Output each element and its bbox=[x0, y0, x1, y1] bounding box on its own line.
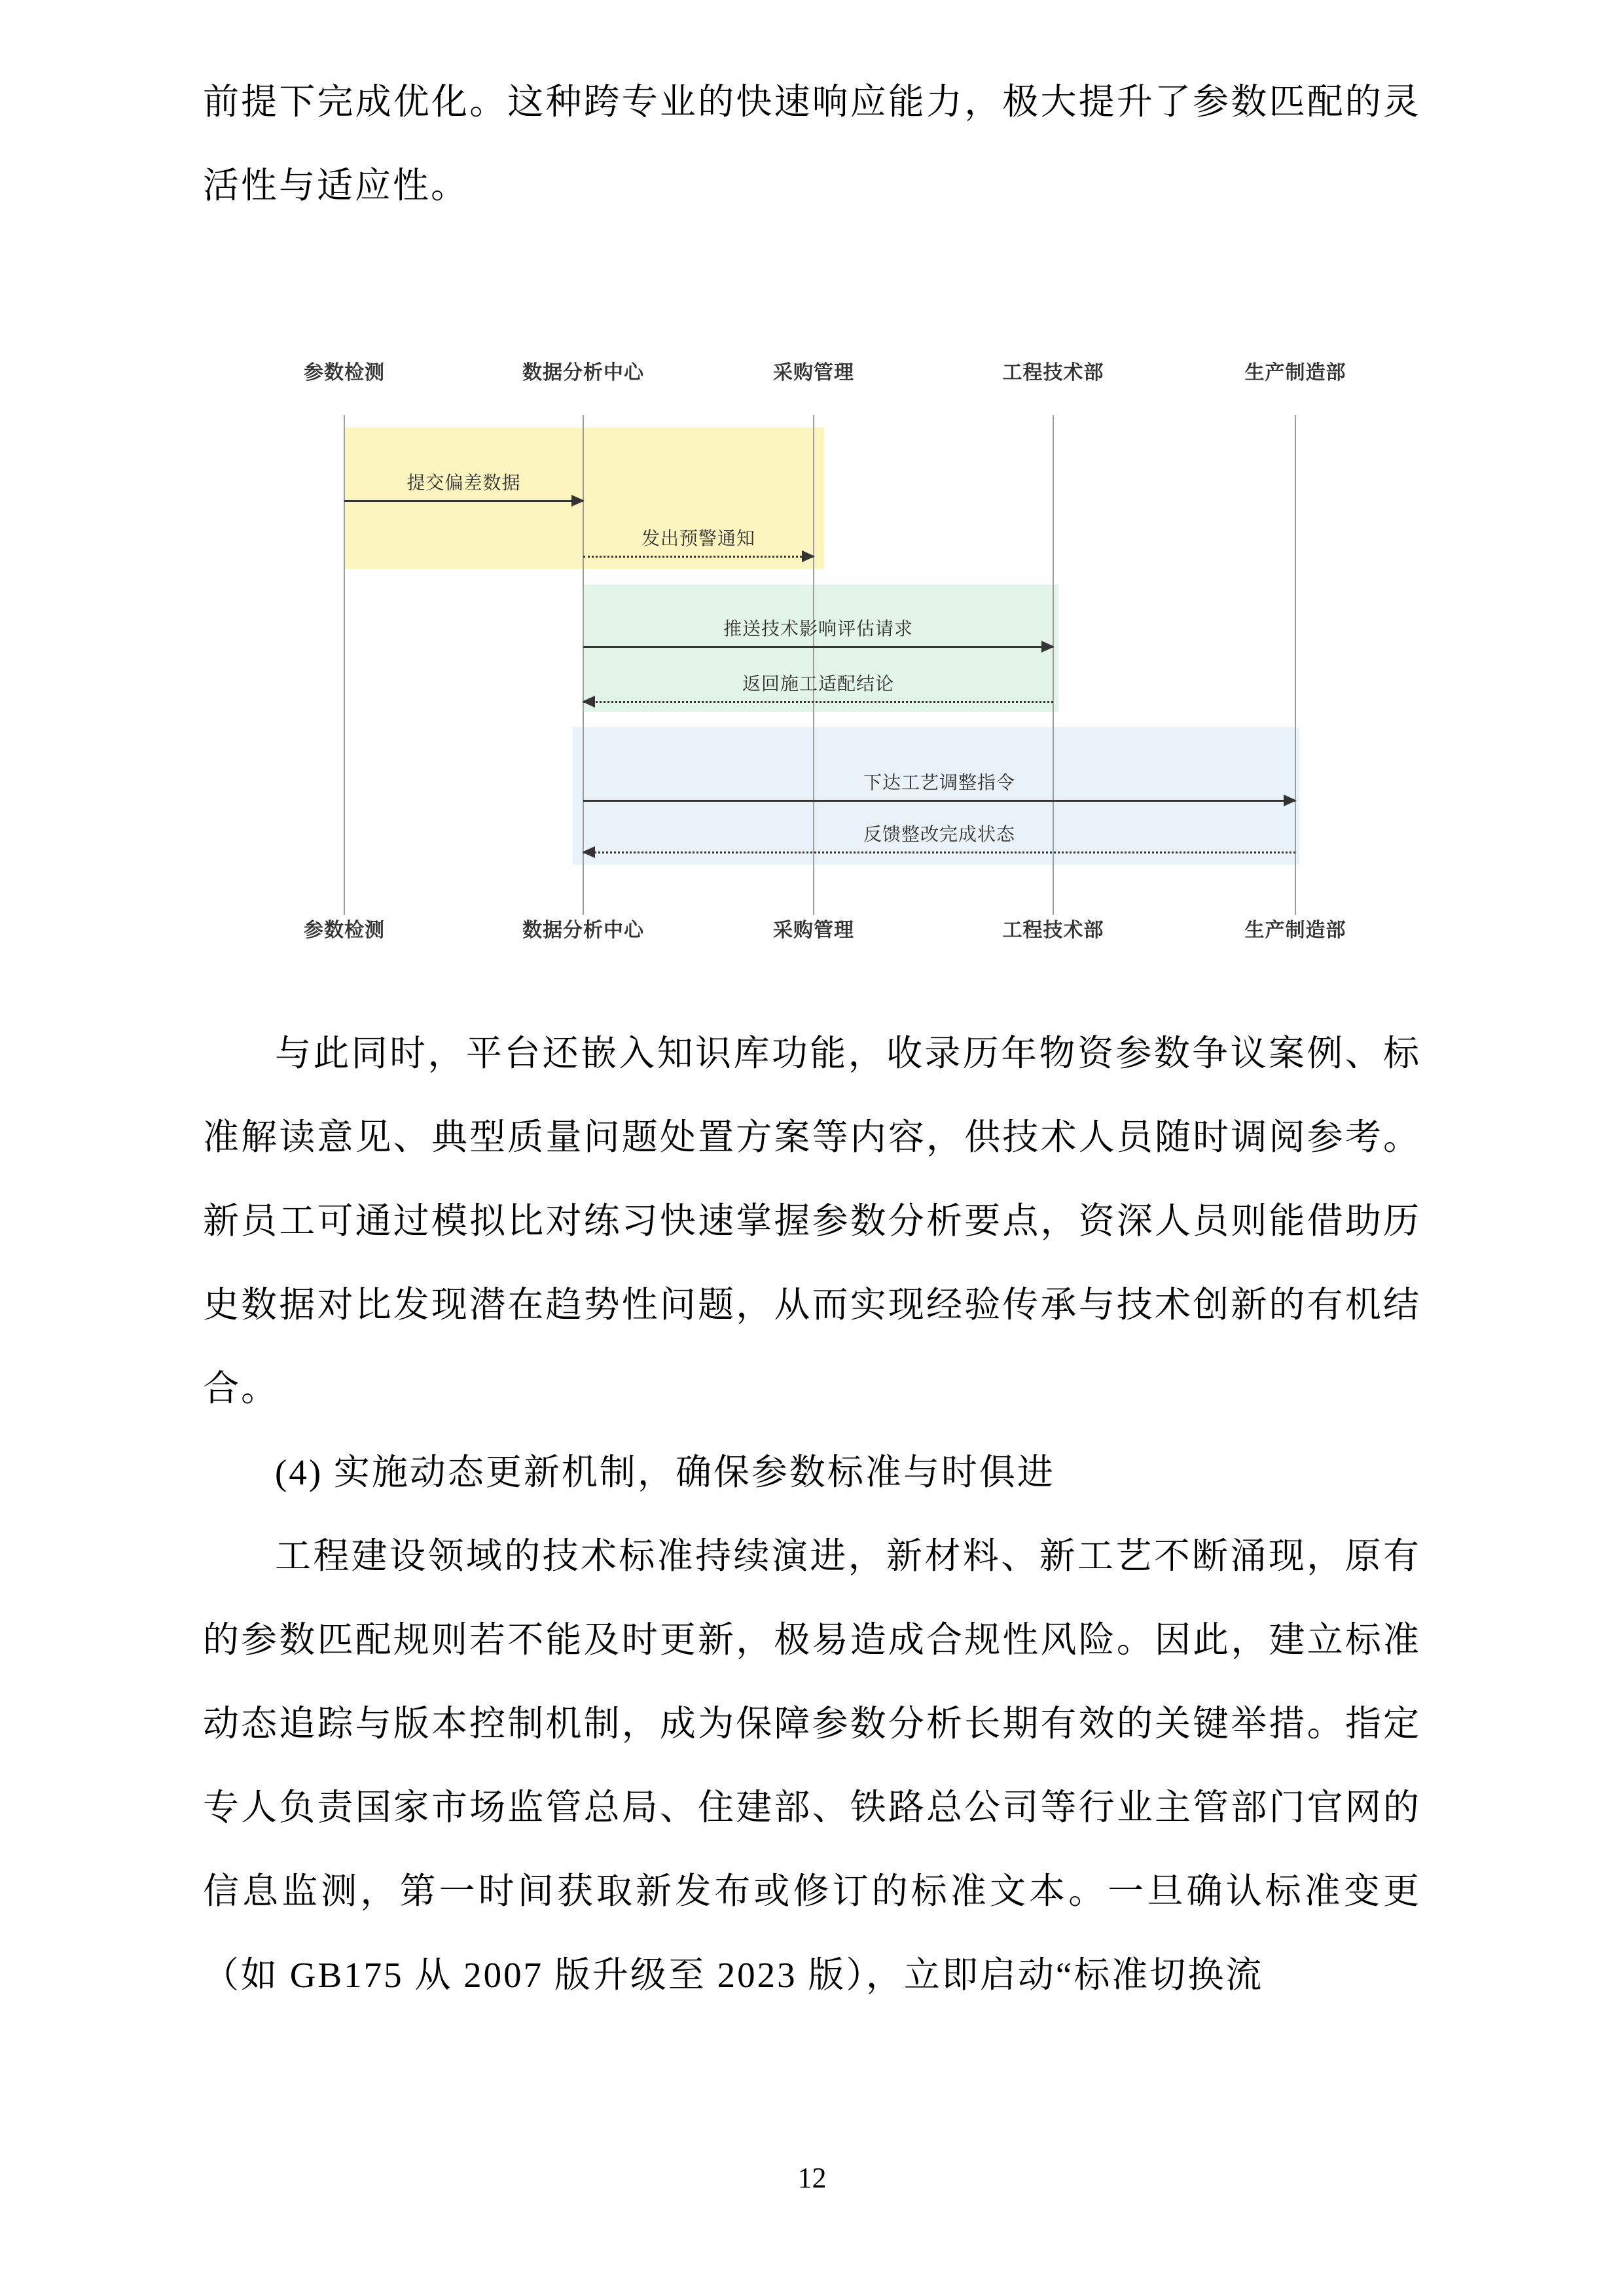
participant-label-top: 工程技术部 bbox=[1002, 362, 1104, 384]
paragraph-knowledge-base: 与此同时，平台还嵌入知识库功能，收录历年物资参数争议案例、标准解读意见、典型质量问题处置方案等内容，供技术人员随时调阅参考。新员工可通过模拟比对练习快速掌握参数分析要点，资深人员则能借助历史数据对比发现潜在趋势性问题，从而实现经验传承与技术创新的有机结合。 bbox=[203, 1033, 1421, 1408]
message bbox=[344, 472, 583, 502]
message bbox=[583, 823, 1295, 853]
arrowhead-right-icon bbox=[1284, 795, 1297, 806]
message-line bbox=[583, 556, 814, 558]
message-label: 推送技术影响评估请求 bbox=[723, 619, 913, 639]
message-line bbox=[583, 646, 1053, 648]
page-number: 12 bbox=[797, 2162, 827, 2194]
message-label: 发出预警通知 bbox=[641, 528, 755, 548]
participant-label-bottom: 数据分析中心 bbox=[522, 920, 644, 941]
message-label: 返回施工适配结论 bbox=[742, 673, 894, 694]
participant-label-top: 采购管理 bbox=[773, 362, 854, 384]
arrowhead-left-icon bbox=[582, 696, 595, 708]
body-text-block bbox=[0, 1012, 1624, 2017]
arrowhead-right-icon bbox=[571, 495, 585, 507]
message-line bbox=[583, 800, 1295, 802]
heading-item-4: (4) 实施动态更新机制，确保参数标准与时俱进 bbox=[275, 1452, 1055, 1492]
sequence-diagram bbox=[0, 352, 1624, 961]
arrowhead-right-icon bbox=[1041, 641, 1055, 653]
participant-label-bottom: 采购管理 bbox=[773, 920, 854, 941]
message-label: 提交偏差数据 bbox=[406, 473, 521, 493]
participant-label-bottom: 参数检测 bbox=[304, 920, 385, 941]
paragraph-intro: 前提下完成优化。这种跨专业的快速响应能力，极大提升了参数匹配的灵活性与适应性。 bbox=[203, 82, 1421, 206]
message-label: 反馈整改完成状态 bbox=[863, 824, 1015, 844]
participant-label-top: 数据分析中心 bbox=[522, 362, 644, 384]
message bbox=[583, 528, 814, 558]
arrowhead-left-icon bbox=[582, 846, 595, 858]
paragraph-standards-update: 工程建设领域的技术标准持续演进，新材料、新工艺不断涌现，原有的参数匹配规则若不能及时更新，极易造成合规性风险。因此，建立标准动态追踪与版本控制机制，成为保障参数分析长期有效的关键举措。指定专人负责国家市场监管总局、住建部、铁路总公司等行业主管部门官网的信息监测，第一时间获取新发布或修订的标准文本。一旦确认标准变更（如 GB175 从 2007 版升级至 2023 版），立即启动“标准切换流 bbox=[203, 1536, 1421, 1995]
message-line bbox=[583, 852, 1295, 853]
participant-label-top: 生产制造部 bbox=[1244, 362, 1346, 384]
participant-label-top: 参数检测 bbox=[304, 362, 385, 384]
message bbox=[583, 673, 1053, 703]
message-line bbox=[583, 701, 1053, 703]
arrowhead-right-icon bbox=[802, 550, 815, 562]
message-line bbox=[344, 500, 583, 502]
message-label: 下达工艺调整指令 bbox=[863, 772, 1015, 793]
participant-label-bottom: 生产制造部 bbox=[1244, 920, 1346, 941]
message bbox=[583, 618, 1053, 648]
top-text-block bbox=[0, 0, 1624, 228]
message bbox=[583, 772, 1295, 802]
participant-label-bottom: 工程技术部 bbox=[1002, 920, 1104, 941]
